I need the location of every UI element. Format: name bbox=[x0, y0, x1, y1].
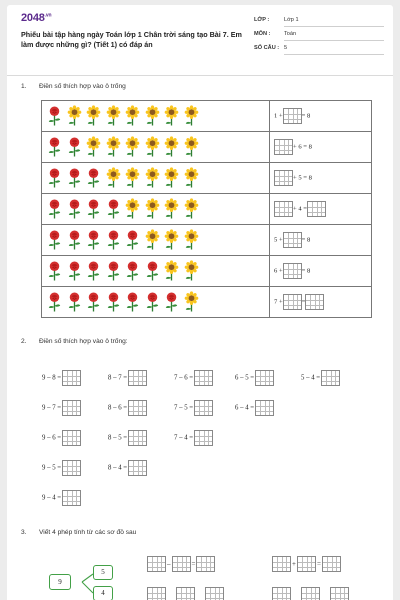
logo-text: 2048 bbox=[21, 12, 45, 24]
question-text: Điền số thích hợp vào ô trống: bbox=[39, 338, 128, 345]
equation-right: = 8 bbox=[301, 267, 311, 275]
equation-left: 7 + bbox=[274, 298, 283, 306]
answer-box[interactable] bbox=[322, 556, 341, 572]
expression-text: 8 – 6 = bbox=[108, 404, 128, 412]
meta-label: SỐ CÂU : bbox=[254, 45, 280, 51]
expression-text: 9 – 5 = bbox=[42, 464, 62, 472]
equation-left: 1 + bbox=[274, 112, 283, 120]
answer-box[interactable] bbox=[205, 587, 224, 600]
write-equation bbox=[147, 556, 215, 572]
answer-box[interactable] bbox=[147, 587, 166, 600]
expression-text: 8 – 5 = bbox=[108, 434, 128, 442]
answer-box[interactable] bbox=[330, 587, 349, 600]
expression-text: 8 – 4 = bbox=[108, 464, 128, 472]
logo-suffix: .vn bbox=[44, 12, 52, 19]
meta-value: Lớp 1 bbox=[284, 17, 384, 27]
question-number: 2. bbox=[21, 338, 27, 345]
expression-text: 9 – 4 = bbox=[42, 494, 62, 502]
diagram-part1-node: 5 bbox=[93, 565, 113, 580]
answer-box[interactable] bbox=[172, 556, 191, 572]
expression-text: 9 – 6 = bbox=[42, 434, 62, 442]
expression-text: 6 – 4 = bbox=[235, 404, 255, 412]
expression-text: 7 – 6 = bbox=[174, 374, 194, 382]
equation-right: + 6 = 8 bbox=[293, 143, 312, 151]
question-text: Điền số thích hợp vào ô trống bbox=[39, 83, 126, 90]
equation-right: = 8 bbox=[301, 112, 311, 120]
operator: + bbox=[292, 559, 296, 568]
question-number: 1. bbox=[21, 83, 27, 90]
answer-box[interactable] bbox=[147, 556, 166, 572]
expression-text: 7 – 5 = bbox=[174, 404, 194, 412]
expression-text: 7 – 4 = bbox=[174, 434, 194, 442]
operator: – bbox=[167, 559, 171, 568]
expression-text: 8 – 7 = bbox=[108, 374, 128, 382]
write-equation bbox=[272, 587, 349, 600]
equation-left: 6 + bbox=[274, 267, 283, 275]
answer-box[interactable] bbox=[176, 587, 195, 600]
expression-text: 6 – 5 = bbox=[235, 374, 255, 382]
answer-box[interactable] bbox=[297, 556, 316, 572]
question-number: 3. bbox=[21, 529, 27, 536]
answer-box[interactable] bbox=[272, 587, 291, 600]
worksheet bbox=[7, 5, 393, 600]
diagram-part2-node: 4 bbox=[93, 586, 113, 600]
diagram-connectors bbox=[7, 5, 393, 600]
page-title: Phiếu bài tập hàng ngày Toán lớp 1 Chân trời sáng tạo Bài 7. Em làm được những gì? (Tiết 1) có đáp án bbox=[21, 30, 242, 49]
equation-right: = bbox=[301, 298, 306, 306]
expression-text: 9 – 7 = bbox=[42, 404, 62, 412]
equation-right: + 4 = bbox=[293, 205, 308, 213]
diagram-whole-node: 9 bbox=[49, 574, 71, 590]
operator: = bbox=[316, 559, 321, 568]
meta-label: LỚP : bbox=[254, 17, 270, 23]
operator: = bbox=[191, 559, 196, 568]
question-text: Viết 4 phép tính từ các sơ đồ sau bbox=[39, 529, 137, 536]
expression-text: 9 – 8 = bbox=[42, 374, 62, 382]
meta-value: 5 bbox=[284, 45, 384, 55]
answer-box[interactable] bbox=[196, 556, 215, 572]
answer-box[interactable] bbox=[272, 556, 291, 572]
equation-right: = 8 bbox=[301, 236, 311, 244]
equation-right: + 5 = 8 bbox=[293, 174, 312, 182]
expression-text: 5 – 4 = bbox=[301, 374, 321, 382]
write-equation bbox=[272, 556, 341, 572]
meta-label: MÔN : bbox=[254, 31, 271, 37]
answer-box[interactable] bbox=[301, 587, 320, 600]
write-equation bbox=[147, 587, 224, 600]
meta-value: Toán bbox=[284, 31, 384, 41]
equation-left: 5 + bbox=[274, 236, 283, 244]
